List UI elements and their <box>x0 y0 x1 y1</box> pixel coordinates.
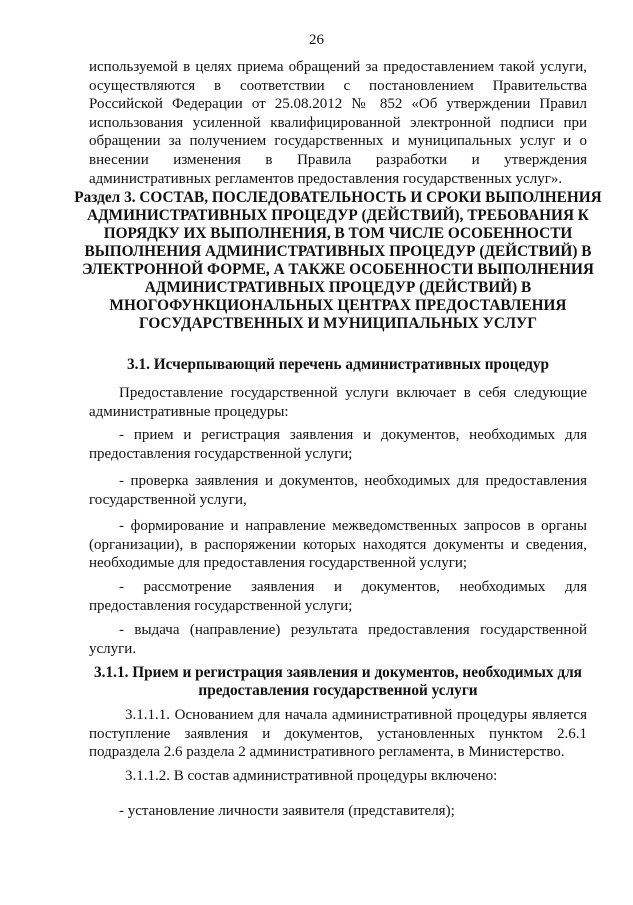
paragraph-3-1-1-2: 3.1.1.2. В состав административной процедуры включено: <box>125 768 498 784</box>
subsubsection-title: 3.1.1. Прием и регистрация заявления и документов, необходимых для предоставления государственной услуги <box>94 664 582 699</box>
list-item: - проверка заявления и документов, необходимых для предоставления государственной услуги, <box>89 473 587 508</box>
subsection-title: 3.1. Исчерпывающий перечень административных процедур <box>126 356 550 373</box>
list-item: - формирование и направление межведомственных запросов в органы (организации), в распоряжении которых находятся документы и сведения, необходимые для предоставления государственной услуги; <box>89 518 587 572</box>
page-number: 26 <box>309 32 324 48</box>
list-item: - рассмотрение заявления и документов, необходимых для предоставления государственной услуги; <box>89 579 587 614</box>
section-title: Раздел 3. СОСТАВ, ПОСЛЕДОВАТЕЛЬНОСТЬ И СРОКИ ВЫПОЛНЕНИЯ АДМИНИСТРАТИВНЫХ ПРОЦЕДУР (ДЕЙСТВИЙ), ТРЕБОВАНИЯ К ПОРЯДКУ ИХ ВЫПОЛНЕНИЯ, В ТОМ ЧИСЛЕ ОСОБЕННОСТИ ВЫПОЛНЕНИЯ АДМИНИСТРАТИВНЫХ ПРОЦЕДУР (ДЕЙСТВИЙ) В ЭЛЕКТРОННОЙ ФОРМЕ, А ТАКЖЕ ОСОБЕННОСТИ ВЫПОЛНЕНИЯ АДМИНИСТРАТИВНЫХ ПРОЦЕДУР (ДЕЙСТВИЙ) В МНОГОФУНКЦИОНАЛЬНЫХ ЦЕНТРАХ ПРЕДОСТАВЛЕНИЯ ГОСУДАРСТВЕННЫХ И МУНИЦИПАЛЬНЫХ УСЛУГ <box>74 189 602 332</box>
list-item: - прием и регистрация заявления и документов, необходимых для предоставления государственной услуги; <box>89 427 587 462</box>
paragraph-3-1-1-1: 3.1.1.1. Основанием для начала административной процедуры является поступление заявления и документов, установленных пунктом 2.6.1 подраздела 2.6 раздела 2 административного регламента, в Министерство. <box>89 707 587 761</box>
list-item: - выдача (направление) результата предоставления государственной услуги. <box>89 622 587 657</box>
list-item: - установление личности заявителя (представителя); <box>119 803 455 819</box>
intro-paragraph: используемой в целях приема обращений за предоставлением такой услуги, осуществляются в соответствии с постановлением Правительства Российской Федерации от 25.08.2012 № 852 «Об утверждении Правил использования усиленной квалифицированной электронной подписи при обращении за получением государственных и муниципальных услуг и о внесении изменения в Правила разработки и утверждения административных регламентов предоставления государственных услуг». <box>89 59 587 187</box>
lead-paragraph: Предоставление государственной услуги включает в себя следующие административные процедуры: <box>89 385 587 420</box>
